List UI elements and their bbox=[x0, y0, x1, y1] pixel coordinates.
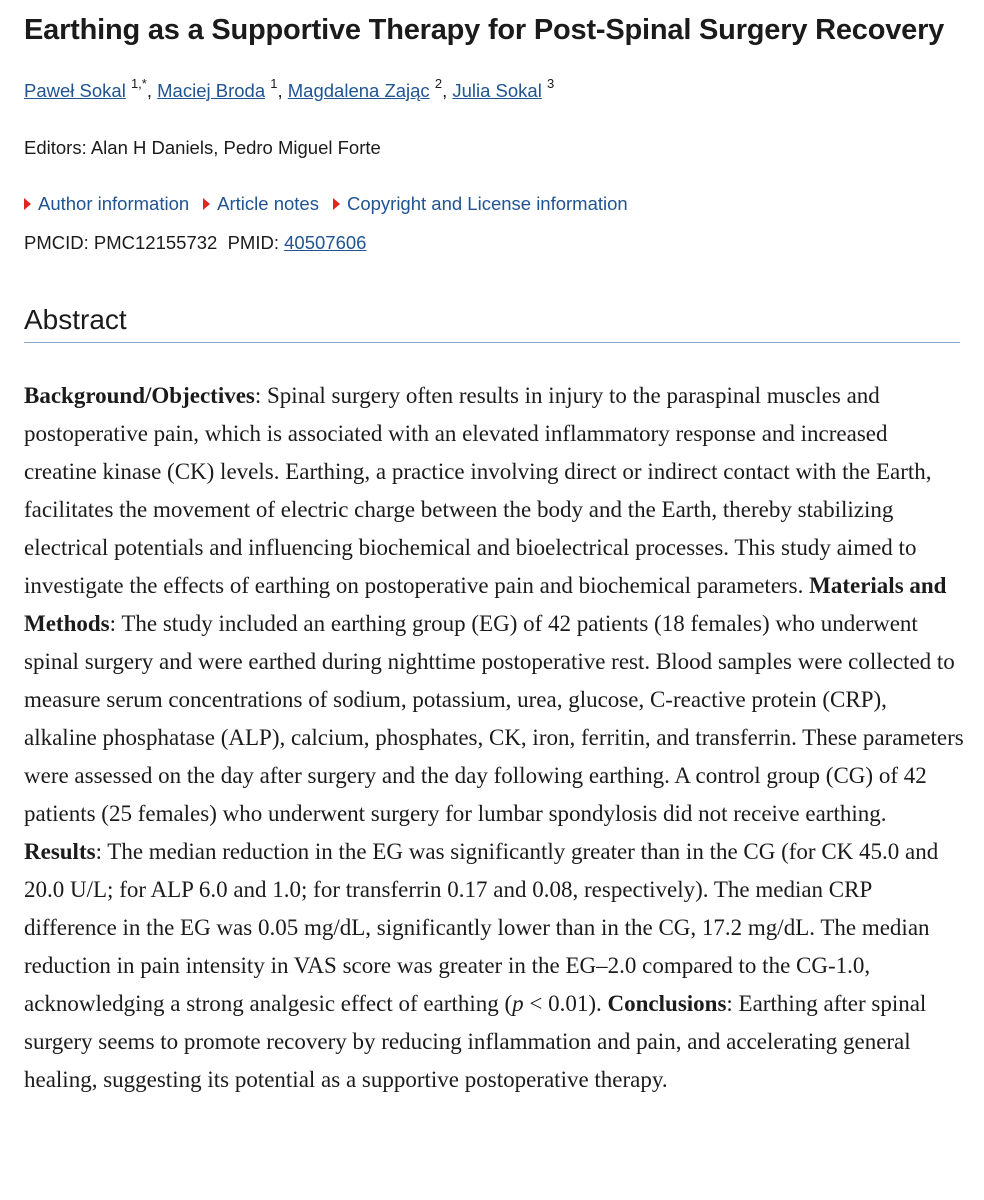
editors-line: Editors: Alan H Daniels, Pedro Miguel Forte bbox=[24, 137, 381, 158]
abstract-text bbox=[24, 377, 964, 1099]
pmid-label: PMID: bbox=[227, 232, 279, 253]
copyright-license-toggle[interactable] bbox=[333, 193, 628, 215]
author-link[interactable]: Magdalena Zając bbox=[287, 80, 430, 102]
results-text: : The median reduction in the EG was significantly greater than in the CG (for CK 45.0 and 20.0 U/L; for ALP 6.0 and 1.0; for transferrin 0.17 and 0.08, respectively). The median CRP difference in the EG was 0.05 mg/dL, significantly lower than in the CG, 17.2 mg/dL. The median reduction in pain intensity in VAS score was greater in the EG–2.0 compared to the CG-1.0, acknowledging a strong analgesic effect of earthing ( bbox=[24, 839, 939, 1016]
author-affiliation: 1,* bbox=[130, 76, 147, 91]
pmid-link[interactable]: 40507606 bbox=[284, 232, 367, 253]
expand-triangle-icon bbox=[203, 198, 210, 210]
abstract-heading: Abstract bbox=[24, 304, 960, 343]
article-title: Earthing as a Supportive Therapy for Post-Spinal Surgery Recovery bbox=[24, 14, 945, 46]
expand-triangle-icon bbox=[333, 198, 340, 210]
author-information-toggle[interactable] bbox=[24, 193, 189, 215]
article-notes-toggle[interactable] bbox=[203, 193, 319, 215]
results-tail: < 0.01). bbox=[523, 991, 608, 1016]
background-text: : Spinal surgery often results in injury to the paraspinal muscles and postoperative pain, which is associated with an elevated inflammatory response and increased creatine kinase (CK) levels. Earthing, a practice involving direct or indirect contact with the Earth, facilitates the movement of electric charge between the body and the Earth, thereby stabilizing electrical potentials and influencing biochemical and bioelectrical processes. This study aimed to investigate the effects of earthing on postoperative pain and biochemical parameters. bbox=[24, 383, 932, 598]
pmcid: PMCID: PMC12155732 bbox=[24, 232, 218, 253]
author-list: Paweł Sokal $^{1,*}$, Maciej Broda $^1$, Magdalena Zając $^2$, Julia Sokal $^3$ bbox=[24, 76, 555, 102]
background-label: Background/Objectives bbox=[24, 383, 255, 408]
toggle-label: Article notes bbox=[217, 193, 319, 214]
author-link[interactable]: Paweł Sokal bbox=[24, 80, 126, 102]
article-info-links bbox=[24, 193, 628, 215]
toggle-label: Author information bbox=[38, 193, 190, 214]
results-label: Results bbox=[24, 839, 96, 864]
author-link[interactable]: Maciej Broda bbox=[157, 80, 266, 102]
conclusions-text: : Earthing after spinal surgery seems to promote recovery by reducing inflammation and pain, and accelerating general healing, suggesting its potential as a supportive postoperative therapy. bbox=[24, 991, 927, 1092]
author-affiliation: 2 bbox=[434, 76, 443, 91]
methods-label: Materials and Methods bbox=[24, 573, 947, 636]
p-symbol: p bbox=[512, 991, 524, 1016]
author-affiliation: 1 bbox=[270, 76, 278, 91]
methods-text: : The study included an earthing group (EG) of 42 patients (18 females) who underwent spinal surgery and were earthed during nighttime postoperative rest. Blood samples were collected to measure serum concentrations of sodium, potassium, urea, glucose, C-reactive protein (CRP), alkaline phosphatase (ALP), calcium, phosphates, CK, iron, ferritin, and transferrin. These parameters were assessed on the day after surgery and the day following earthing. A control group (CG) of 42 patients (25 females) who underwent surgery for lumbar spondylosis did not receive earthing. bbox=[24, 611, 964, 826]
conclusions-label: Conclusions bbox=[607, 991, 727, 1016]
author-affiliation: 3 bbox=[546, 76, 555, 91]
toggle-label: Copyright and License information bbox=[346, 193, 628, 214]
article-identifiers bbox=[24, 232, 366, 254]
expand-triangle-icon bbox=[24, 198, 31, 210]
author-link[interactable]: Julia Sokal bbox=[452, 80, 542, 102]
